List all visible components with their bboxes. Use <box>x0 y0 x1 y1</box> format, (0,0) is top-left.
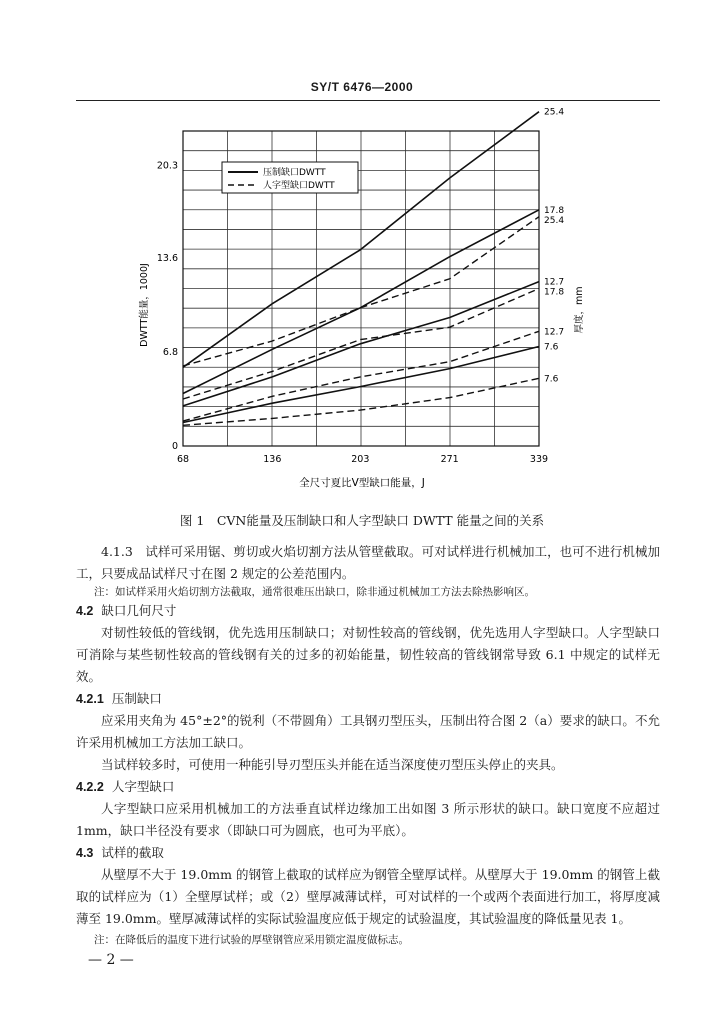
y-tick-label: 0 <box>171 441 178 452</box>
thickness-label: 17.8 <box>544 205 565 216</box>
y-tick-label: 6.8 <box>162 347 178 359</box>
thickness-label: 25.4 <box>544 107 565 118</box>
heading-number: 4.2.2 <box>76 780 104 794</box>
y-axis-label: DWTT能量，1000J <box>139 263 150 347</box>
thickness-label: 25.4 <box>544 215 565 226</box>
page-number: — 2 — <box>88 952 134 968</box>
x-tick-label: 68 <box>176 454 190 465</box>
y-tick-label: 20.3 <box>156 160 178 172</box>
x-tick-label: 136 <box>263 454 282 465</box>
thickness-label: 7.6 <box>544 374 559 385</box>
x-tick-label: 271 <box>440 454 459 465</box>
heading-4-3 <box>76 842 164 864</box>
heading-4-2 <box>76 600 176 622</box>
paragraph-4-1-3: 4.1.3 试样可采用锯、剪切或火焰切割方法从管壁截取。可对试样进行机械加工，也可不进行机械加工，只要成品试样尺寸在图 2 规定的公差范围内。 <box>76 544 660 581</box>
x-tick-label: 339 <box>529 454 549 465</box>
figure-caption: 图 1 CVN能量及压制缺口和人字型缺口 DWTT 能量之间的关系 <box>179 513 545 528</box>
paragraph-pressed-notch: 应采用夹角为 45°±2°的锐利（不带圆角）工具钢刃型压头，压制出符合图 2（a）要求的缺口。不允许采用机械加工方法加工缺口。 <box>76 713 660 750</box>
thickness-label: 7.6 <box>544 342 559 353</box>
thickness-label: 17.8 <box>544 287 565 298</box>
note-thick-wall: 注：在降低后的温度下进行试验的厚壁钢管应采用锁定温度做标志。 <box>94 934 409 946</box>
x-axis-label: 全尺寸夏比V型缺口能量，J <box>299 477 425 489</box>
paragraph-fixture: 当试样较多时，可使用一种能引导刃型压头并能在适当深度使刃型压头停止的夹具。 <box>101 757 564 772</box>
y-tick-label: 13.6 <box>156 253 178 265</box>
heading-number: 4.2 <box>76 604 94 618</box>
heading-title: 人字型缺口 <box>111 779 175 794</box>
heading-number: 4.2.1 <box>76 692 104 706</box>
paragraph-notch-choice: 对韧性较低的管线钢，优先选用压制缺口；对韧性较高的管线钢，优先选用人字型缺口。人字型缺口可消除与某些韧性较高的管线钢有关的过多的初始能量，韧性较高的管线钢常导致 6.1 中规定的试样无效。 <box>76 625 660 684</box>
heading-title: 缺口几何尺寸 <box>101 603 177 618</box>
legend-solid-label: 压制缺口DWTT <box>263 168 326 178</box>
x-tick-label: 203 <box>351 454 370 465</box>
right-axis-label: 厚度，mm <box>574 286 585 334</box>
heading-number: 4.3 <box>76 846 94 860</box>
heading-title: 试样的截取 <box>101 845 164 860</box>
thickness-label: 12.7 <box>544 277 565 288</box>
chart-legend <box>222 162 358 193</box>
heading-title: 压制缺口 <box>111 691 162 706</box>
thickness-label: 12.7 <box>544 327 565 338</box>
heading-4-2-1 <box>76 688 162 710</box>
paragraph-chevron-notch: 人字型缺口应采用机械加工的方法垂直试样边缘加工出如图 3 所示形状的缺口。缺口宽度不应超过 1mm，缺口半径没有要求（即缺口可为圆底，也可为平底）。 <box>76 801 660 838</box>
heading-4-2-2 <box>76 776 174 798</box>
legend-dashed-label: 人字型缺口DWTT <box>263 181 335 191</box>
standard-number: SY/T 6476—2000 <box>310 80 414 94</box>
note-flame-cutting: 注：如试样采用火焰切割方法截取，通常很难压出缺口，除非通过机械加工方法去除热影响区。 <box>94 586 535 598</box>
paragraph-specimen-sampling: 从壁厚不大于 19.0mm 的钢管上截取的试样应为钢管全壁厚试样。从壁厚大于 19.0mm 的钢管上截取的试样应为（1）全壁厚试样；或（2）壁厚减薄试样，可对试样的一个或两个表面进行加工，将厚度减薄至 19.0mm。壁厚减薄试样的实际试验温度应低于规定的试验温度，其试验温度的降低量见表 1。 <box>76 867 660 926</box>
